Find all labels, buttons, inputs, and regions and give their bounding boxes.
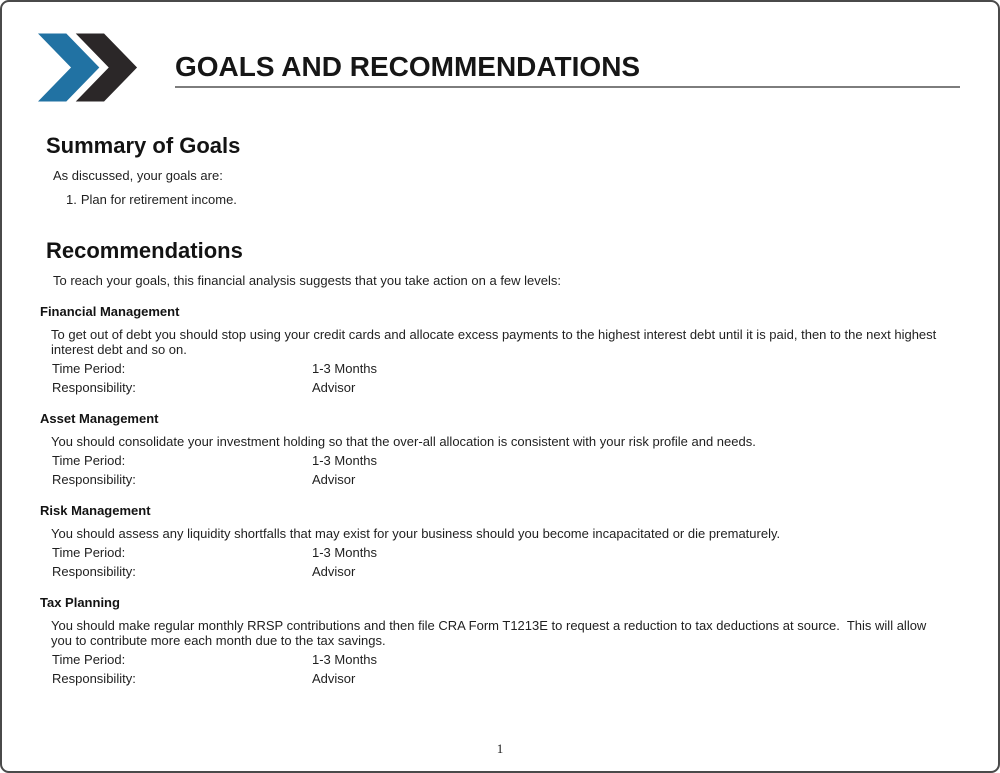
time-period-label: Time Period: [52, 453, 126, 468]
recommendation-description: You should make regular monthly RRSP contributions and then file CRA Form T1213E to request a reduction to tax deductions at source. This will allow you to contribute more each month due to the tax savings. [51, 618, 930, 648]
page-header [2, 2, 998, 102]
time-period-row [52, 454, 950, 468]
summary-intro-text: As discussed, your goals are: [53, 168, 223, 183]
time-period-value: 1-3 Months [312, 361, 378, 376]
time-period-row [52, 362, 950, 376]
responsibility-row [52, 473, 950, 487]
recommendation-category: Tax Planning [40, 595, 120, 610]
recommendation-item-tax-planning [40, 595, 950, 686]
responsibility-row [52, 672, 950, 686]
recommendations-intro-text: To reach your goals, this financial analysis suggests that you take action on a few levels: [53, 273, 562, 288]
summary-of-goals-heading: Summary of Goals [46, 133, 241, 158]
recommendation-item-risk-management [40, 503, 950, 579]
recommendation-item-asset-management [40, 411, 950, 487]
recommendation-description: You should consolidate your investment holding so that the over-all allocation is consistent with your risk profile and needs. [51, 434, 756, 449]
recommendation-description: To get out of debt you should stop using your credit cards and allocate excess payments to the highest interest debt until it is paid, then to the next highest interest debt and so on. [51, 327, 940, 357]
responsibility-label: Responsibility: [52, 380, 136, 395]
title-underline [175, 33, 960, 88]
recommendation-description: You should assess any liquidity shortfalls that may exist for your business should you become incapacitated or die prematurely. [51, 526, 781, 541]
time-period-value: 1-3 Months [312, 652, 378, 667]
recommendation-category: Financial Management [40, 304, 180, 319]
responsibility-row [52, 381, 950, 395]
time-period-row [52, 546, 950, 560]
recommendation-item-financial-management [40, 304, 950, 395]
page-footer [2, 740, 998, 758]
responsibility-label: Responsibility: [52, 564, 136, 579]
responsibility-value: Advisor [312, 564, 356, 579]
responsibility-value: Advisor [312, 380, 356, 395]
time-period-value: 1-3 Months [312, 453, 378, 468]
time-period-label: Time Period: [52, 652, 126, 667]
recommendation-category: Risk Management [40, 503, 151, 518]
goal-text: Plan for retirement income. [80, 192, 237, 207]
recommendations-heading: Recommendations [46, 238, 243, 263]
page-title: GOALS AND RECOMMENDATIONS [175, 51, 641, 82]
responsibility-value: Advisor [312, 472, 356, 487]
goal-number: 1. [66, 192, 77, 207]
responsibility-row [52, 565, 950, 579]
time-period-row [52, 653, 950, 667]
page-number: 1 [496, 741, 504, 756]
responsibility-label: Responsibility: [52, 671, 136, 686]
time-period-value: 1-3 Months [312, 545, 378, 560]
recommendation-category: Asset Management [40, 411, 159, 426]
responsibility-value: Advisor [312, 671, 356, 686]
time-period-label: Time Period: [52, 361, 126, 376]
double-chevron-logo-icon [38, 33, 138, 102]
main-content [2, 134, 998, 686]
time-period-label: Time Period: [52, 545, 126, 560]
goal-list-item [66, 192, 950, 207]
responsibility-label: Responsibility: [52, 472, 136, 487]
